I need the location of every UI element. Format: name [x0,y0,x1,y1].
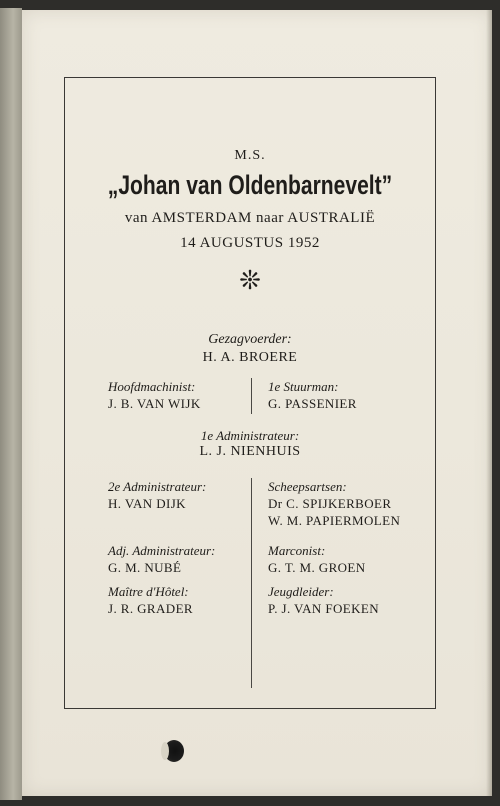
first-mate [268,378,357,412]
chief-administrator-role: 1e Administrateur: [200,428,300,443]
ship-doctor-name-1: Dr C. SPIJKERBOER [268,496,392,511]
ship-name: „Johan van Oldenbarnevelt” [107,170,393,200]
ship-doctor-name-2: W. M. PAPIERMOLEN [268,513,401,528]
asterism-ornament-icon: ❊ [239,266,261,295]
adjunct-administrator-name: G. M. NUBÉ [108,560,182,575]
ship-doctors-role: Scheepsartsen: [268,479,347,494]
vessel-prefix: M.S. [234,148,266,163]
page-edge-shadow [486,10,492,796]
voyage-route: van AMSTERDAM naar AUSTRALIË [124,210,376,226]
adjunct-administrator-role: Adj. Administrateur: [108,543,216,558]
column-divider [251,478,252,688]
chief-engineer [108,378,201,412]
first-mate-name: G. PASSENIER [268,396,357,411]
radio-operator-name: G. T. M. GROEN [268,560,366,575]
maitre-d-hotel [108,583,193,617]
chief-engineer-role: Hoofdmachinist: [108,379,196,394]
second-administrator-role: 2e Administrateur: [108,479,207,494]
punch-hole [164,740,184,762]
captain-name: H. A. BROERE [202,350,298,365]
youth-leader [268,583,379,617]
maitre-d-hotel-role: Maître d'Hôtel: [108,584,189,599]
chief-administrator-name: L. J. NIENHUIS [199,444,301,459]
captain-role: Gezagvoerder: [208,332,292,347]
radio-operator [268,542,366,576]
second-administrator [108,478,206,512]
second-administrator-name: H. VAN DIJK [108,496,186,511]
chief-engineer-name: J. B. VAN WIJK [108,396,201,411]
radio-operator-role: Marconist: [268,543,326,558]
ship-doctors [268,478,400,529]
adjunct-administrator [108,542,215,576]
first-mate-role: 1e Stuurman: [268,379,339,394]
binding-strip [0,8,22,800]
column-divider [251,378,252,414]
youth-leader-role: Jeugdleider: [268,584,334,599]
crew-list-frame [64,77,436,709]
document-page [22,10,492,796]
maitre-d-hotel-name: J. R. GRADER [108,601,193,616]
voyage-date: 14 AUGUSTUS 1952 [180,235,320,251]
youth-leader-name: P. J. VAN FOEKEN [268,601,380,616]
